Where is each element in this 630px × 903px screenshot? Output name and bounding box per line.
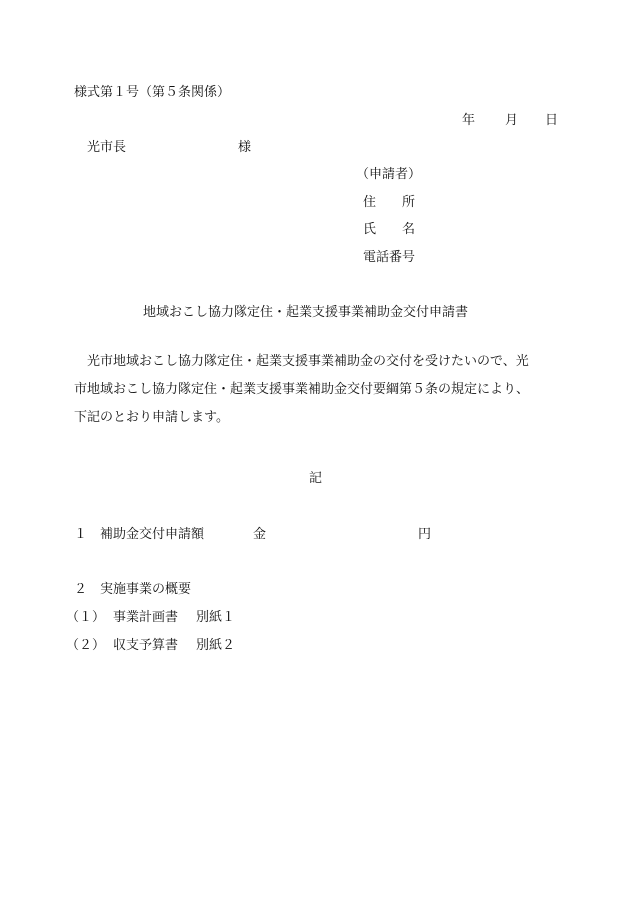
sub-item-2-attachment: 別紙２ <box>196 638 236 653</box>
addressee: 光市長 <box>87 140 127 155</box>
sub-item-2-label: 収支予算書 <box>113 638 179 653</box>
date-month-label: 月 <box>505 113 519 128</box>
phone-label: 電話番号 <box>363 250 416 265</box>
name-label: 氏 名 <box>363 222 416 237</box>
body-line-1: 光市地域おこし協力隊定住・起業支援事業補助金の交付を受けたいので、光 <box>74 354 529 369</box>
date-day-label: 日 <box>545 113 559 128</box>
item1-number: １ <box>74 527 88 542</box>
item1-kin: 金 <box>253 527 267 542</box>
item2-number: ２ <box>74 582 88 597</box>
body-line-2: 市地域おこし協力隊定住・起業支援事業補助金交付要綱第５条の規定により、 <box>74 382 530 397</box>
sub-item-1-attachment: 別紙１ <box>196 610 236 625</box>
ki-heading: 記 <box>309 471 323 486</box>
item1-yen: 円 <box>418 527 432 542</box>
applicant-label: （申請者） <box>356 167 422 182</box>
sub-item-1-label: 事業計画書 <box>113 610 179 625</box>
sub-item-2-number: （２） <box>66 638 106 653</box>
addressee-honorific: 様 <box>238 140 252 155</box>
address-label: 住 所 <box>363 195 416 210</box>
document-title: 地域おこし協力隊定住・起業支援事業補助金交付申請書 <box>143 305 469 320</box>
item1-label: 補助金交付申請額 <box>100 527 205 542</box>
sub-item-1-number: （１） <box>66 610 106 625</box>
body-line-3: 下記のとおり申請します。 <box>74 410 229 425</box>
item2-label: 実施事業の概要 <box>100 582 192 597</box>
form-number: 様式第１号（第５条関係） <box>74 85 231 100</box>
date-year-label: 年 <box>462 113 476 128</box>
